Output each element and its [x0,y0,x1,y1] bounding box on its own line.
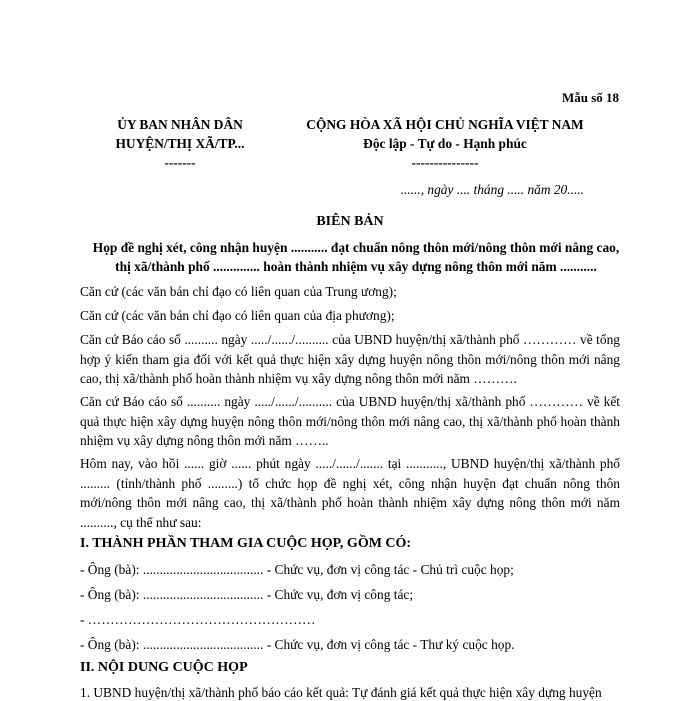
national-motto: Độc lập - Tự do - Hạnh phúc [363,136,527,151]
paragraph-legal-basis-central: Căn cứ (các văn bản chỉ đạo có liên quan của Trung ương); [80,284,397,299]
national-heading [270,115,620,172]
issuing-authority [90,115,270,172]
participant-line: - Ông (bà): .................................... - Chức vụ, đơn vị công tác - Thư ký cuộc họp. [80,637,515,652]
national-divider: --------------- [411,155,479,170]
national-title: CỘNG HÒA XÃ HỘI CHỦ NGHĨA VIỆT NAM [306,117,584,132]
paragraph-report-opinions: Căn cứ Báo cáo số .......... ngày ...../....../.......... của UBND huyện/thị xã/thành phố ………… về tổng hợp ý kiến tham gia đối với kết quả thực hiện xây dựng huyện nông thôn mới/nông thôn mới nâng cao, thị xã/thành phố hoàn thành nhiệm vụ xây dựng nông thôn mới năm ………. [80,332,620,386]
form-number: Mẫu số 18 [561,90,619,105]
section-2-heading: II. NỘI DUNG CUỘC HỌP [80,660,248,675]
document-subtitle: Họp đề nghị xét, công nhận huyện ........... đạt chuẩn nông thôn mới/nông thôn mới nâng cao, thị xã/thành phố .............. hoàn thành nhiệm vụ xây dựng nông thôn mới năm ........... [92,240,620,274]
participant-line: - …………………………………………… [80,612,316,627]
paragraph-meeting-info: Hôm nay, vào hồi ...... giờ ...... phút ngày ...../....../....... tại ..........., UBND huyện/thị xã/thành phố ......... (tỉnh/thành phố .........) tổ chức họp đề nghị xét, công nhận huyện đạt chuẩn nông thôn mới/nông thôn mới nâng cao, thị xã/thành phố hoàn thành nhiệm xây dựng nông thôn mới năm .........., cụ thể như sau: [80,456,620,530]
section-1-heading: I. THÀNH PHẦN THAM GIA CUỘC HỌP, GỒM CÓ: [80,536,412,551]
date-line: ......, ngày .... tháng ..... năm 20..... [400,182,584,197]
authority-line-2: HUYỆN/THỊ XÃ/TP... [115,136,245,151]
authority-line-1: ỦY BAN NHÂN DÂN [117,117,243,132]
section-2-item-1: 1. UBND huyện/thị xã/thành phố báo cáo kết quả: Tự đánh giá kết quả thực hiện xây dựng huyện [80,685,602,700]
document-title: BIÊN BẢN [316,214,384,229]
paragraph-legal-basis-local: Căn cứ (các văn bản chỉ đạo có liên quan của địa phương); [80,308,395,323]
participant-line: - Ông (bà): .................................... - Chức vụ, đơn vị công tác; [80,587,414,602]
authority-divider: ------- [164,155,196,170]
paragraph-report-results: Căn cứ Báo cáo số .......... ngày ...../....../.......... của UBND huyện/thị xã/thành phố ………… về kết quả thực hiện xây dựng huyện nông thôn mới/nông thôn mới nâng cao, thị xã/thành phố hoàn thành nhiệm vụ xây dựng nông thôn mới năm …….. [80,394,620,448]
participant-line: - Ông (bà): .................................... - Chức vụ, đơn vị công tác - Chủ trì cuộc họp; [80,562,514,577]
